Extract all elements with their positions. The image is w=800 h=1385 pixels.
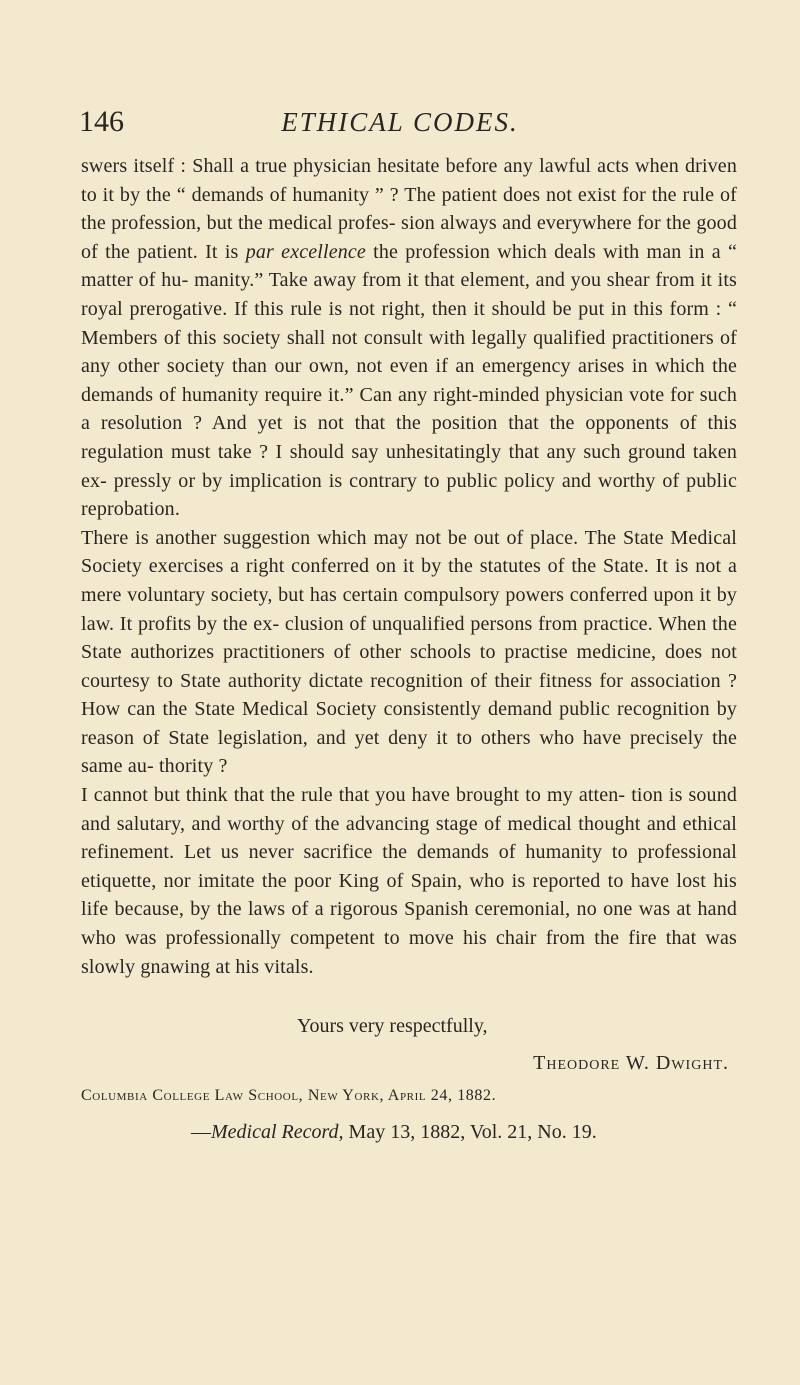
closing-phrase: Yours very respectfully,: [297, 1015, 488, 1037]
citation: [81, 1118, 737, 1146]
running-head: ETHICAL CODES.: [281, 107, 519, 137]
italic-phrase: par excellence: [245, 240, 366, 263]
citation-dash: —: [191, 1121, 211, 1143]
place-date-line: Columbia College Law School, New York, April 24, 1882.: [81, 1087, 497, 1104]
paragraph-1: [81, 152, 737, 524]
signature: Theodore W. Dwight.: [533, 1052, 729, 1074]
paragraph-2: There is another suggestion which may not be out of place. The State Medical Society exercises a right conferred on it by the statutes of the State. It is not a mere voluntary society, but has certain compulsory powers conferred upon it by law. It profits by the ex- clusion of unqualified persons from practice. When the State authorizes practitioners of other schools to practise medicine, does not courtesy to State authority dictate recognition of their fitness for association ? How can the State Medical Society consistently demand public recognition by reason of State legislation, and yet deny it to others who have precisely the same au- thority ?: [81, 526, 737, 778]
citation-details: May 13, 1882, Vol. 21, No. 19.: [343, 1121, 597, 1143]
paragraph-1-part-c: the profession which deals with man in a “ matter of hu- manity.” Take away from it that element, and you shear from it its royal prerogative. If this rule is not right, then it should be put in this form : “ Members of this society shall not consult with legally qualified practitioners of any other society than our own, not even if an emergency arises in which the demands of humanity require it.” Can any right-minded physician vote for such a resolution ? And yet is not that the position that the opponents of this regulation must take ? I should say unhesitatingly that any such ground taken ex- pressly or by implication is contrary to public policy and worthy of public reprobation.: [81, 240, 737, 521]
citation-source: Medical Record,: [211, 1121, 344, 1143]
page-number: 146: [79, 105, 124, 138]
body-text: [81, 152, 737, 981]
paragraph-3: I cannot but think that the rule that you have brought to my atten- tion is sound and salutary, and worthy of the advancing stage of medical thought and ethical refinement. Let us never sacrifice the demands of humanity to professional etiquette, nor imitate the poor King of Spain, who is reported to have lost his life because, by the laws of a rigorous Spanish ceremonial, no one was at hand who was professionally competent to move his chair from the fire that was slowly gnawing at his vitals.: [81, 784, 737, 978]
page-header: [0, 104, 800, 140]
paragraph-1-part-a: swers itself : Shall a true physician hesitate before any lawful acts when driven to it by the “ demands of humanity ” ? The patient does not exist for the rule of the profession, but the medical profes- sion always and everywhere for the good of the patient. It is: [81, 155, 737, 263]
